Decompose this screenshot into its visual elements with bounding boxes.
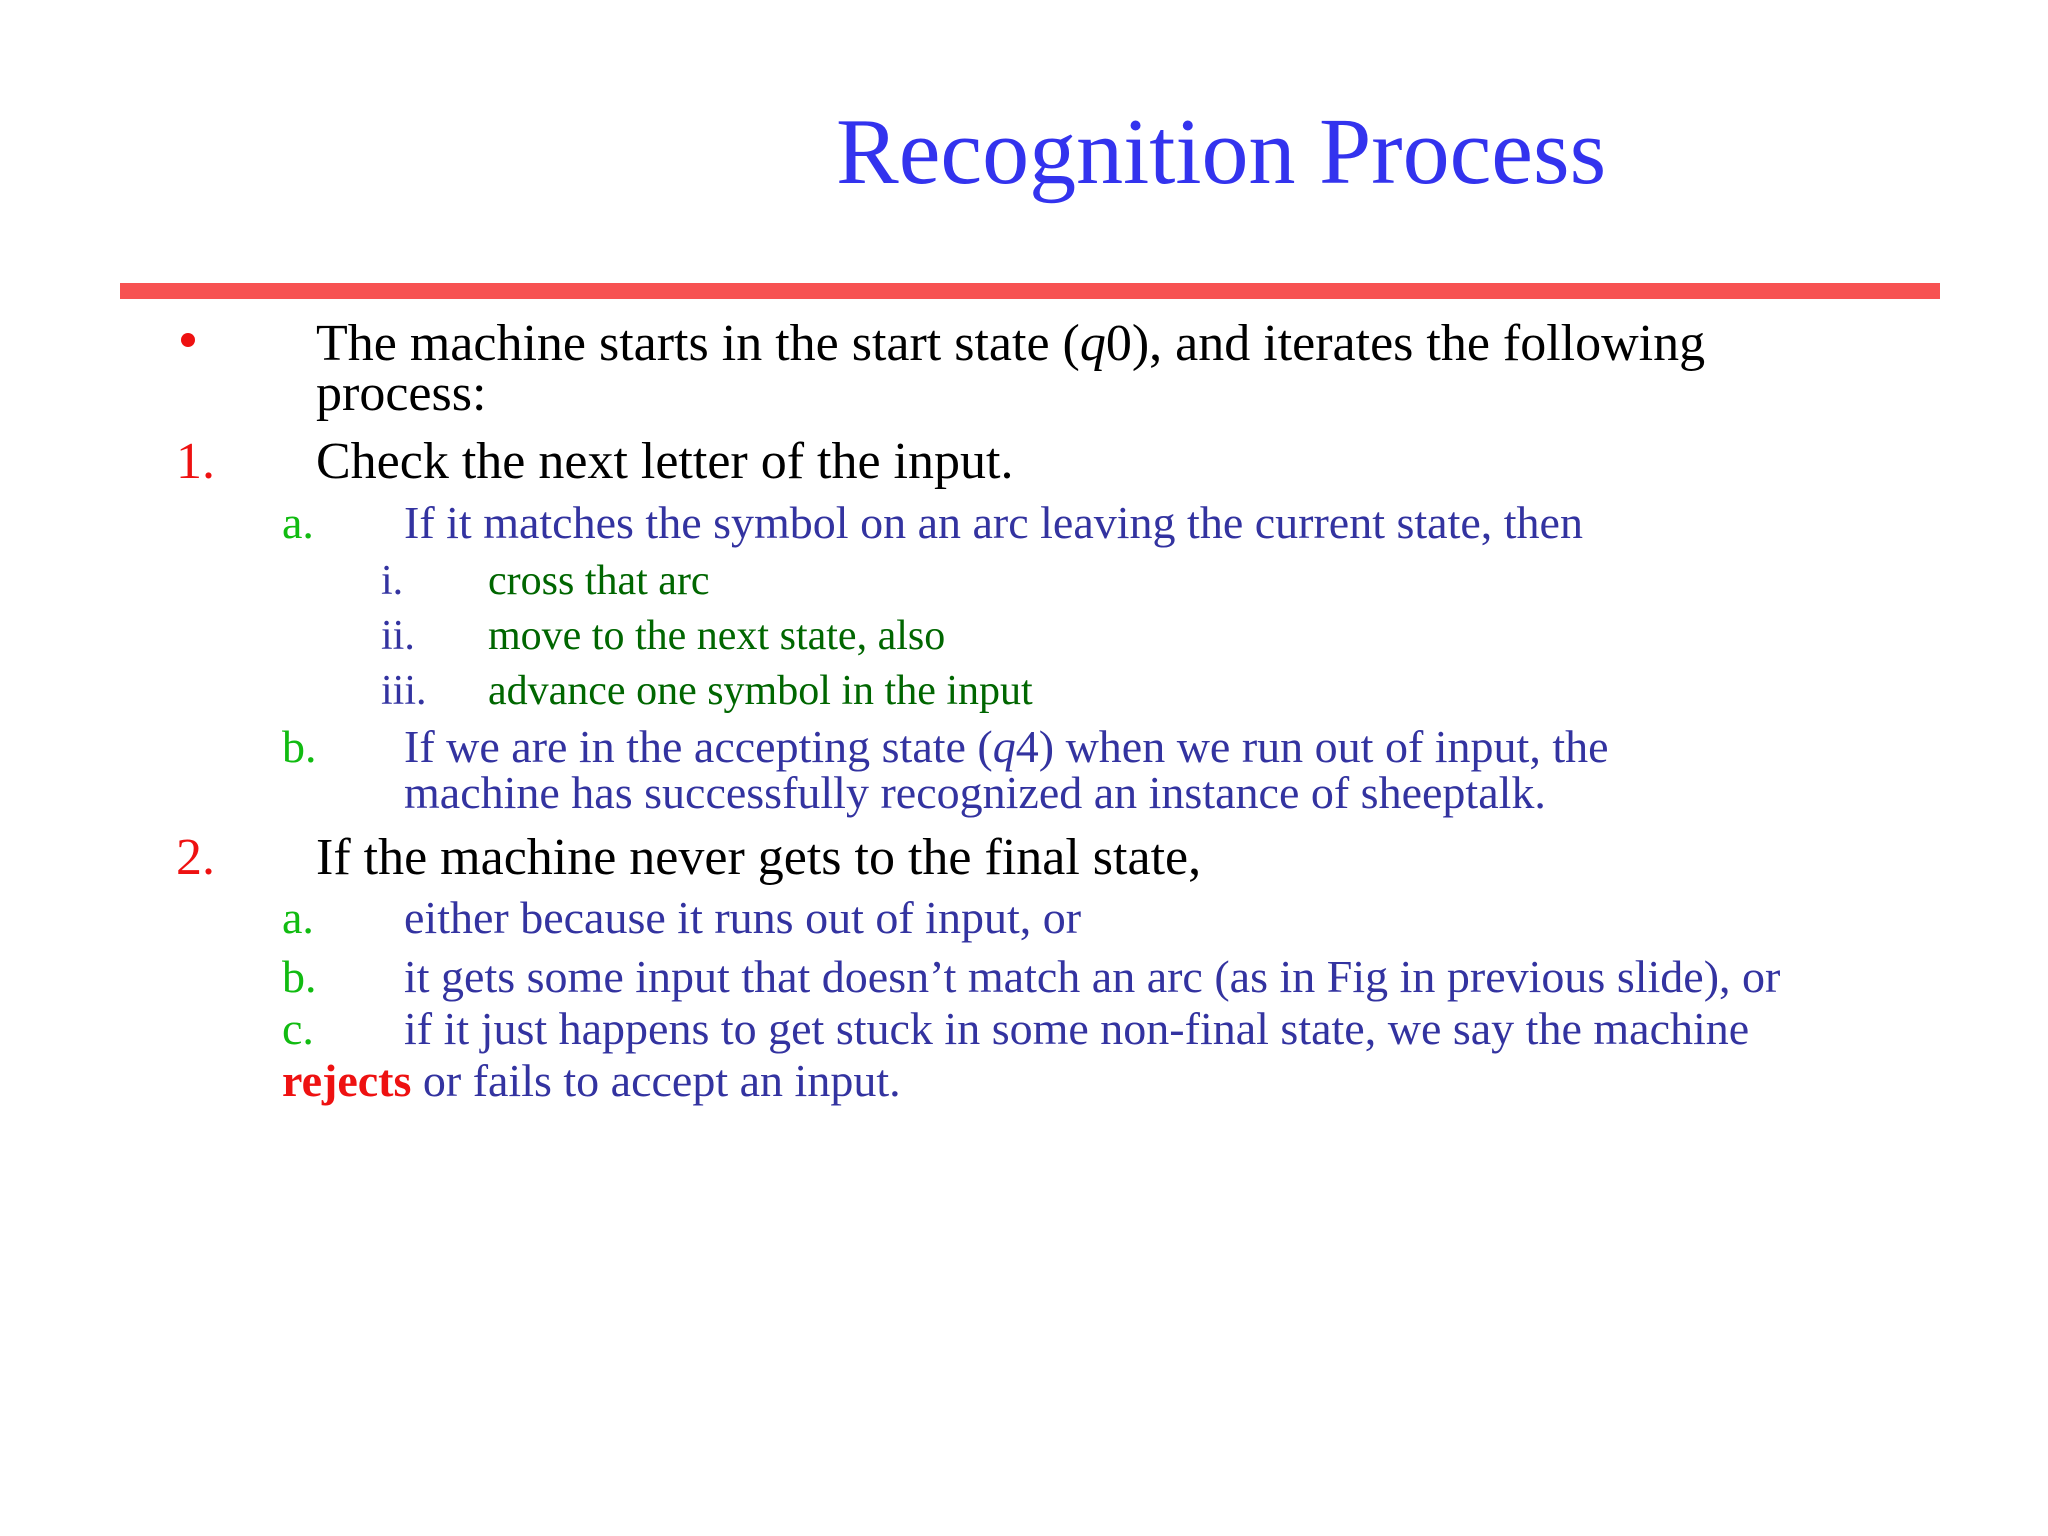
step-2-text: If the machine never gets to the final state, [316,829,1202,886]
step-1a-iii-text: advance one symbol in the input [488,668,1033,714]
slide-title: Recognition Process [836,100,1607,204]
step-1-text: Check the next letter of the input. [316,433,1014,490]
step-1b-line-1: If we are in the accepting state (q4) when we run out of input, the [404,721,1609,772]
rejects-emphasis: rejects [282,1055,412,1106]
step-1-marker: 1. [176,433,215,490]
step-2c-continuation: rejects or fails to accept an input. [282,1055,901,1106]
step-1a-i-marker: i. [381,558,404,604]
step-2a-marker: a. [282,892,314,943]
step-1a-ii-text: move to the next state, also [488,613,946,659]
intro-line-2: process: [316,365,487,422]
step-1a-marker: a. [282,497,314,548]
step-1b-line-2: machine has successfully recognized an instance of sheeptalk. [404,767,1546,818]
step-2c-marker: c. [282,1003,314,1054]
step-1b-marker: b. [282,721,317,772]
step-1a-i-text: cross that arc [488,558,710,604]
step-2b-text: it gets some input that doesn’t match an arc (as in Fig in previous slide), or [404,951,1781,1002]
step-1a-iii-marker: iii. [381,668,427,714]
step-1a-ii-marker: ii. [381,613,415,659]
step-2b-marker: b. [282,951,317,1002]
title-underline [120,283,1940,299]
step-2c-text: if it just happens to get stuck in some non-final state, we say the machine [404,1003,1750,1054]
bullet-marker [181,333,195,347]
step-2-marker: 2. [176,829,215,886]
step-1a-text: If it matches the symbol on an arc leaving the current state, then [404,497,1583,548]
intro-line-1: The machine starts in the start state (q0), and iterates the following [316,315,1706,372]
step-2a-text: either because it runs out of input, or [404,892,1082,943]
